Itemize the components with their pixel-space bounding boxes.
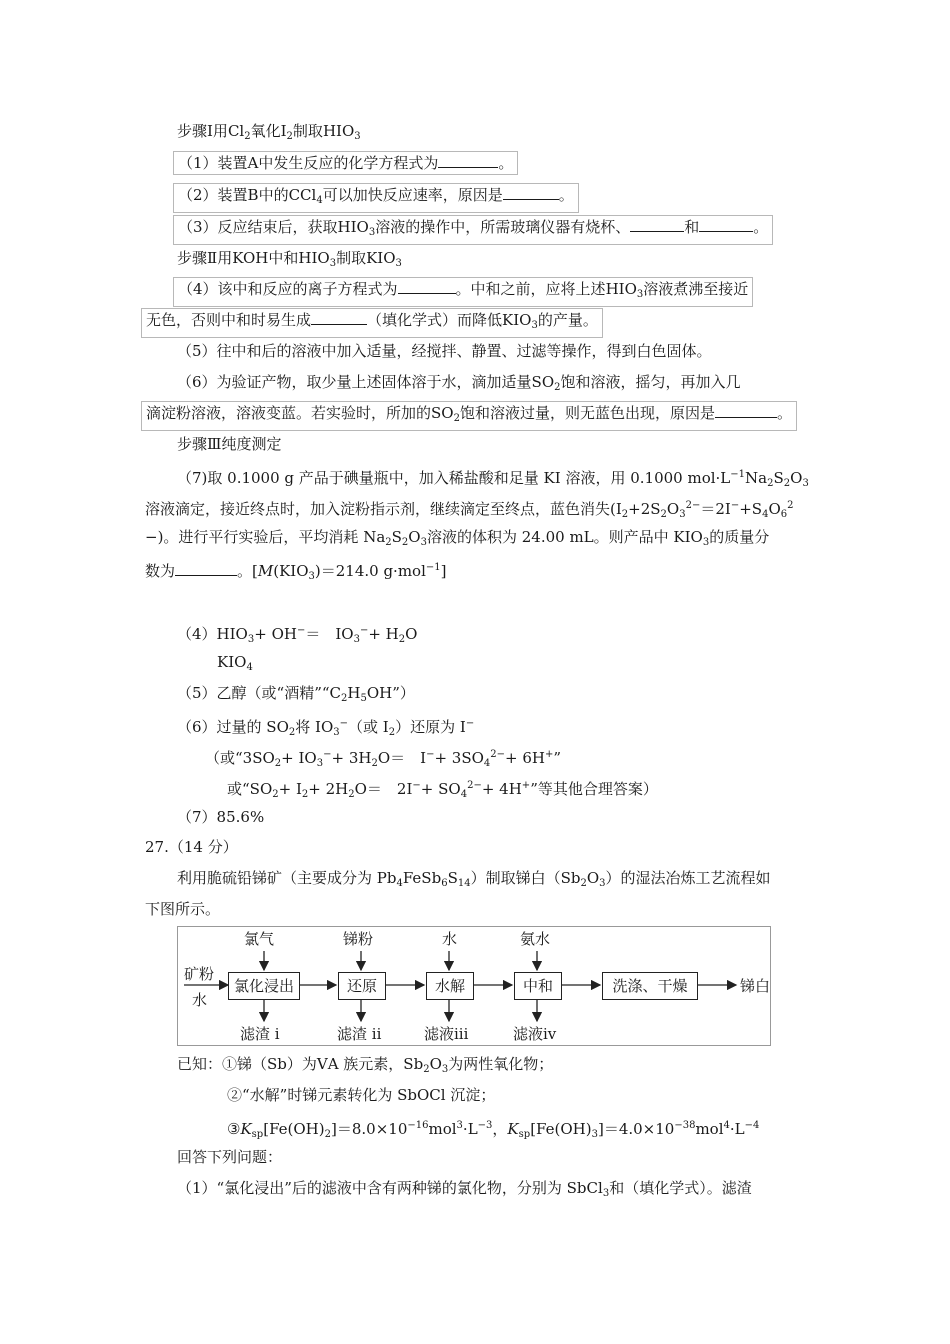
answer-blank — [715, 402, 777, 418]
question-27-1: （1）“氯化浸出”后的滤液中含有两种锑的氯化物，分别为 SbCl$_3$和（填化学式）。滤渣 — [177, 1179, 752, 1199]
step1-heading: 步骤Ⅰ用$Cl_2$氧化$I_2$制取$HIO_3$ — [177, 122, 361, 142]
question-4-cont: 无色，否则中和时易生成 （填化学式）而降低$KIO_3$的产量。 — [141, 308, 603, 338]
question-2: （2）装置B中的CCl$_4$可以加快反应速率，原因是 。 — [173, 183, 579, 213]
question-6-cont: 滴淀粉溶液，溶液变蓝。若实验时，所加的$SO_2$饱和溶液过量，则无蓝色出现，原因是 。 — [141, 401, 797, 431]
answer-blank — [503, 184, 559, 200]
question-7: （7)取 0.1000 g 产品于碘量瓶中，加入稀盐酸和足量 KI 溶液，用 0.1000 $mol\cdot L^{-1}Na_2S_2O_3$ — [177, 469, 809, 489]
answer-blank — [311, 309, 367, 325]
step2-heading: 步骤Ⅱ用KOH中和$HIO_3$制取$KIO_3$ — [177, 249, 402, 269]
answer-6b: （或“$3SO_2+ IO_3^-+ 3H_2O=$ $I^-+ 3SO_4^{2-}+ 6H^+$” — [205, 749, 562, 769]
feed-ore-powder: 矿粉 — [184, 965, 215, 983]
question-4: （4）该中和反应的离子方程式为 。中和之前，应将上述$HIO_3$溶液煮沸至接近 — [173, 277, 753, 307]
output-filtrate-iv: 滤液iv — [513, 1025, 557, 1043]
known-1: 已知：①锑（Sb）为ⅤA 族元素，$Sb_2O_3$为两性氧化物； — [177, 1055, 554, 1075]
input-antimony-powder: 锑粉 — [343, 930, 374, 948]
question-1: （1）装置A中发生反应的化学方程式为 。 — [173, 151, 518, 175]
node-wash-dry: 洗涤、干燥 — [602, 972, 698, 1000]
output-filtrate-iii: 滤液iii — [424, 1025, 469, 1043]
node-reduction: 还原 — [338, 972, 386, 1000]
node-neutralization: 中和 — [514, 972, 562, 1000]
known-3: $③K_{sp}[Fe(OH)_2]=8.0\times 10^{-16}mol^3\cdot L^{-3}$，$K_{sp}[Fe(OH)_3]=4.0\times 10^{-38}mol^4\cdot L^{-4}$ — [227, 1120, 760, 1140]
question-27-intro-cont: 下图所示。 — [145, 900, 221, 918]
question-7-line3: −)。进行平行实验后，平均消耗 $Na_2S_2O_3$溶液的体积为 24.00 mL。则产品中 $KIO_3$的质量分 — [145, 528, 770, 548]
input-chlorine: 氯气 — [244, 930, 275, 948]
product-label: 锑白 — [740, 977, 771, 995]
output-residue-i: 滤渣 i — [240, 1025, 280, 1043]
input-ammonia: 氨水 — [520, 930, 551, 948]
output-residue-ii: 滤渣 ii — [337, 1025, 382, 1043]
question-27-intro: 利用脆硫铅锑矿（主要成分为 $Pb_4FeSb_6S_{14}$）制取锑白$(Sb_2O_3)$的湿法冶炼工艺流程如 — [177, 869, 771, 889]
step3-heading: 步骤Ⅲ纯度测定 — [177, 435, 282, 453]
question-5: （5）往中和后的溶液中加入适量，经搅拌、静置、过滤等操作，得到白色固体。 — [177, 342, 712, 360]
answer-prompt: 回答下列问题： — [177, 1148, 283, 1166]
answer-4b: $KIO_4$ — [217, 653, 253, 673]
answer-blank — [398, 278, 456, 294]
answer-6c: 或“$SO_2+ I_2+ 2H_2O=$ $2I^-+ SO_4^{2-}+ 4H^+$”等其他合理答案） — [227, 780, 658, 800]
answer-blank — [630, 216, 684, 232]
feed-water: 水 — [192, 991, 208, 1009]
process-flow-diagram — [177, 926, 771, 1046]
question-7-line4: 数为 。[$M(KIO_3)=214.0$ g·mol$^{-1}$] — [145, 562, 447, 582]
answer-blank — [175, 560, 237, 576]
node-hydrolysis: 水解 — [426, 972, 474, 1000]
input-water: 水 — [442, 930, 458, 948]
answer-blank — [699, 216, 753, 232]
answer-blank — [438, 152, 498, 168]
answer-5: （5）乙醇（或“酒精$”“C_2H_5OH$”） — [177, 684, 415, 704]
question-6: （6）为验证产物，取少量上述固体溶于水，滴加适量$SO_2$饱和溶液，摇匀，再加入几 — [177, 373, 741, 393]
question-27-heading: 27.（14 分） — [145, 838, 238, 856]
known-2: ②“水解”时锑元素转化为 SbOCl 沉淀； — [227, 1086, 496, 1104]
question-3: （3）反应结束后，获取$HIO_3$溶液的操作中，所需玻璃仪器有烧杯、 和 。 — [173, 215, 773, 245]
node-chlorination: 氯化浸出 — [228, 972, 300, 1000]
answer-4: $(4)HIO_3+ OH^-=$ $IO_3^-+ H_2O$ — [177, 625, 418, 645]
answer-7: （7）85.6% — [177, 808, 265, 826]
question-7-line2: 溶液滴定，接近终点时，加入淀粉指示剂，继续滴定至终点，蓝色消失($I_2+2S_2O_3^{2-}=2I^-+S_4O_6^2$ — [145, 500, 794, 520]
answer-6: （6）过量的 $SO_2$将 $IO_3^-$（或 $I_2$）还原为 I− — [177, 718, 475, 738]
